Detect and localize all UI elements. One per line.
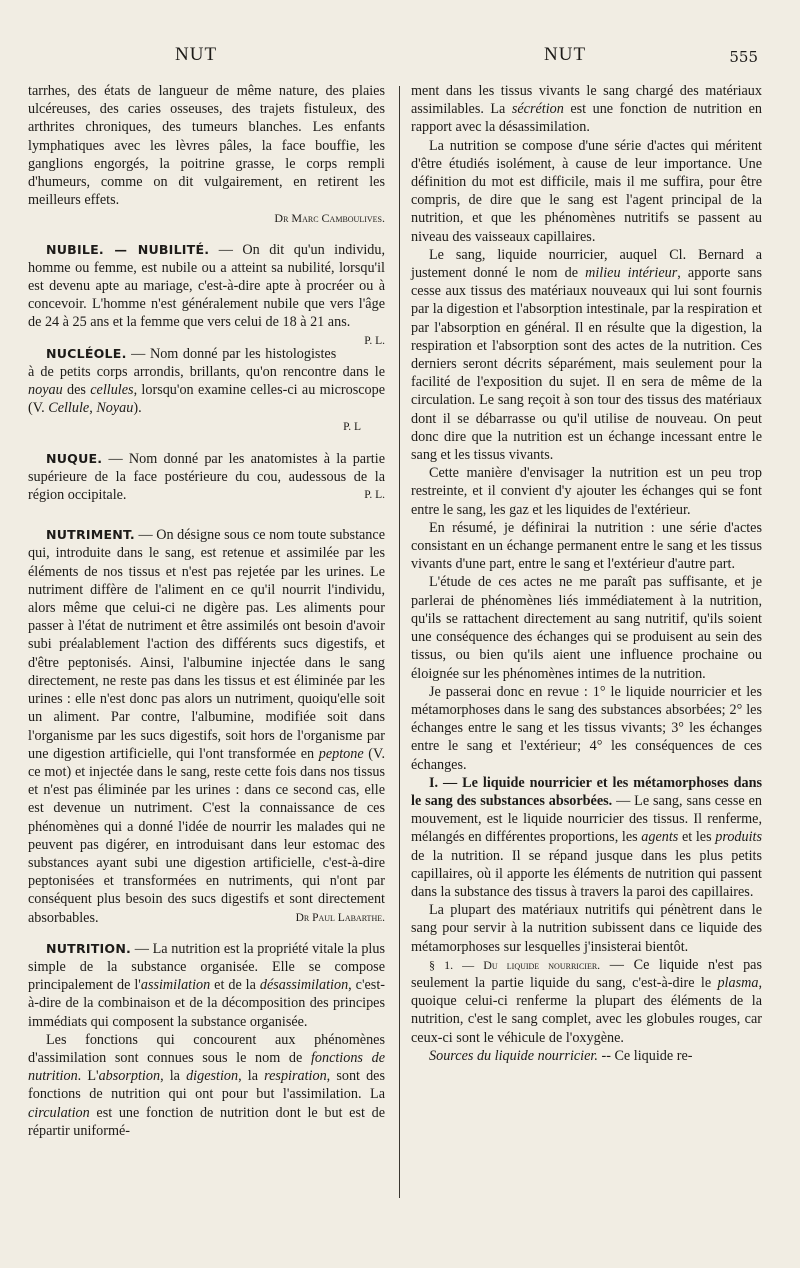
paragraph: En résumé, je définirai la nutrition : une série d'actes consistant en un échange permanent entre le sang et les tissus vivants d'une part, entre le sang et l'extérieur d'autre part. (411, 519, 762, 573)
entry-nucleole: NUCLÉOLE. — Nom donné par les histologistes à de petits corps arrondis, brillants, qu'on rencontre dans le noyau des cellules, lorsqu'on examine celles-ci au microscope (V. Cellule, Noyau). (28, 345, 385, 417)
entry-signature: P. L. (364, 489, 385, 502)
entry-heading: NUTRITION. (46, 940, 132, 956)
page-number: 555 (729, 48, 758, 66)
paragraph: La plupart des matériaux nutritifs qui pénètrent dans le sang pour servir à la nutrition subissent dans ce liquide des métamorphoses sur lesquelles j'insisterai bientôt. (411, 902, 762, 955)
section-one: I. — Le liquide nourricier et les métamorphoses dans le sang des substances absorbées. — Le sang, sans cesse en mouvement, est le liquide nourricier des tissus. Il renferme, mélangés en différentes proportions, les agents et les produits de la nutrition. Il se répand jusque dans les plus petits capillaires, où il apporte les éléments de nutrition qui passent dans la substance des tissus à travers la paroi des capillaires. (411, 774, 763, 900)
paragraph: Le sang, liquide nourricier, auquel Cl. Bernard a justement donné le nom de milieu intérieur, apporte sans cesse aux tissus des matériaux nouveaux qui lui sont fournis par la digestion et l'absorption intestinale, par la respiration et par l'absorption en général. Il en résulte que la digestion, la respiration et l'absorption sont des actes de la nutrition. Ces derniers seront décrits séparément, mais seulement pour la facilité de l'exposition du sujet. Il en sera de même de la circulation. Le sang reçoit à son tour des tissus des matériaux dont il se débarrasse ou qu'il utilise de nouveau. On peut donc dire que la nutrition est un échange incessant entre le sang et les tissus vivants. (411, 246, 762, 464)
column-divider (399, 86, 400, 1198)
right-column (411, 82, 762, 1065)
running-head-right: NUT (544, 44, 587, 65)
paragraph-continuation: ment dans les tissus vivants le sang chargé des matériaux assimilables. La sécrétion est une fonction de nutrition en rapport avec la désassimilation. (411, 83, 762, 136)
paragraph-fonctions: Les fonctions qui concourent aux phénomènes d'assimilation sont connues sous le nom de fonctions de nutrition. L'absorption, la digestion, la respiration, sont des fonctions de nutrition qui ont pour but l'assimilation. La circulation est une fonction de nutrition dont le but est de répartir uniformé- (28, 1031, 385, 1139)
entry-nubile: NUBILE. — NUBILITÉ. — On dit qu'un individu, homme ou femme, est nubile ou a atteint sa nubilité, lorsqu'il est devenu apte au mariage, c'est-à-dire apte à procréer ou à concevoir. L'homme n'est généralement nubile que vers l'âge de 24 à 25 ans et la femme que vers celui de 18 à 21 ans. P. L. (28, 241, 385, 332)
subsection-liquide: § 1. — Du liquide nourricier. — Ce liquide n'est pas seulement la partie liquide du sang, c'est-à-dire le plasma, quoique celui-ci renferme la plupart des éléments de la nutrition, c'est le sang complet, avec les globules rouges, car ceux-ci sont le véhicule de l'oxygène. (411, 956, 762, 1046)
paragraph-sources: Sources du liquide nourricier. -- Ce liquide re- (429, 1047, 693, 1064)
paragraph: Je passerai donc en revue : 1° le liquide nourricier et les métamorphoses dans le sang des substances absorbées; 2° les échanges entre le sang et les tissus vivants; 3° les échanges entre le sang et l'extérieur; 4° les conséquences de ces échanges. (411, 683, 762, 773)
section-heading: I. — Le liquide nourricier et les métamorphoses dans le sang des substances absorbées. (411, 774, 762, 809)
signature-labarthe: Dr Paul Labarthe. (295, 911, 385, 924)
running-head-left: NUT (175, 44, 218, 65)
entry-heading: NUBILE. — NUBILITÉ. (46, 241, 210, 257)
entry-signature: P. L. (364, 334, 385, 347)
paragraph: La nutrition se compose d'une série d'actes qui méritent d'être étudiés isolément, à cause de leur importance. Une définition du mot est difficile, mais il me suffira, pour être compris, de dire que le sang est l'agent principal de la nutrition, et que les phénomènes nutritifs se passent au niveau des vaisseaux capillaires. (411, 137, 762, 245)
entry-nutriment: NUTRIMENT. — On désigne sous ce nom toute substance qui, introduite dans le sang, est retenue et assimilée par les éléments de nos tissus et n'est pas rejetée par les urines. Le nutriment diffère de l'aliment en ce qu'il nourrit l'individu, alors même que celui-ci ne digère pas. Les aliments pour passer à l'état de nutriment et être assimilés ont besoin d'avoir subi préalablement l'action des différents sucs digestifs, et d'être peptonisés. Ainsi, l'albumine injectée dans le sang directement, ne reste pas dans les tissus et est éliminée par les urines : elle n'est donc pas alors un nutriment, quoiqu'elle soit un aliment. Par contre, l'albumine, modifiée soit dans l'organisme par les sucs digestifs, soit hors de l'organisme par une digestion artificielle, qui l'ont transformée en peptone (V. ce mot) et injectée dans le sang, reste cette fois dans nos tissus et n'est pas éliminée par les urines : dans ce second cas, elle est devenue un nutriment. C'est la connaissance de ces phénomènes qui a donné l'idée de nourrir les malades qui ne peuvent pas digérer, en introduisant dans leur estomac des substances ayant subi une digestion artificielle, c'est-à-dire peptonisées et transformées en nutriments, qui n'ont par conséquent plus besoin des sucs digestifs et sont directement absorbables. Dr Paul Labarthe. (28, 527, 385, 926)
entry-heading: NUTRIMENT. (46, 527, 135, 543)
entry-nutrition: NUTRITION. — La nutrition est la propriété vitale la plus simple de la substance organisée. Elle se compose principalement de l'assimilation et de la désassimilation, c'est-à-dire de la combinaison et de la décomposition des principes immédiats qui composent la substance organisée. (28, 940, 385, 1030)
signature-camboulives: Dr Marc Camboulives. (274, 211, 385, 226)
paragraph-intro: tarrhes, des états de langueur de même nature, des plaies ulcéreuses, des caries osseuses, des trajets fistuleux, des arthrites chroniques, des tumeurs blanches. Les enfants lymphatiques avec les lèvres pâles, la face bouffie, les ganglions engorgés, la poitrine grasse, le corps rempli d'humeurs, comme on dit vulgairement, en retirent les meilleurs effets. (28, 83, 385, 209)
entry-heading: NUCLÉOLE. (46, 345, 127, 361)
subsection-heading: § 1. — Du liquide nourricier. (429, 957, 601, 972)
paragraph: Cette manière d'envisager la nutrition est un peu trop restreinte, et il convient d'y ajouter les échanges qui se font entre le sang, les gaz et les liquides de l'extérieur. (411, 465, 762, 518)
entry-nuque: NUQUE. — Nom donné par les anatomistes à la partie supérieure de la face postérieure du cou, audessous de la région occipitale. P. L. (28, 450, 385, 504)
paragraph: L'étude de ces actes ne me paraît pas suffisante, et je parlerai de phénomènes liés immédiatement à la nutrition, qu'ils se rattachent directement au sang nutritif, qu'ils soient une conséquence des échanges qui se produisent au sein des tissus, ou bien qu'ils aient une influence prochaine ou éloignée sur les phénomènes intimes de la nutrition. (411, 574, 762, 682)
entry-signature: P. L (343, 421, 361, 434)
left-column (28, 82, 385, 1140)
entry-heading: NUQUE. (46, 450, 103, 466)
